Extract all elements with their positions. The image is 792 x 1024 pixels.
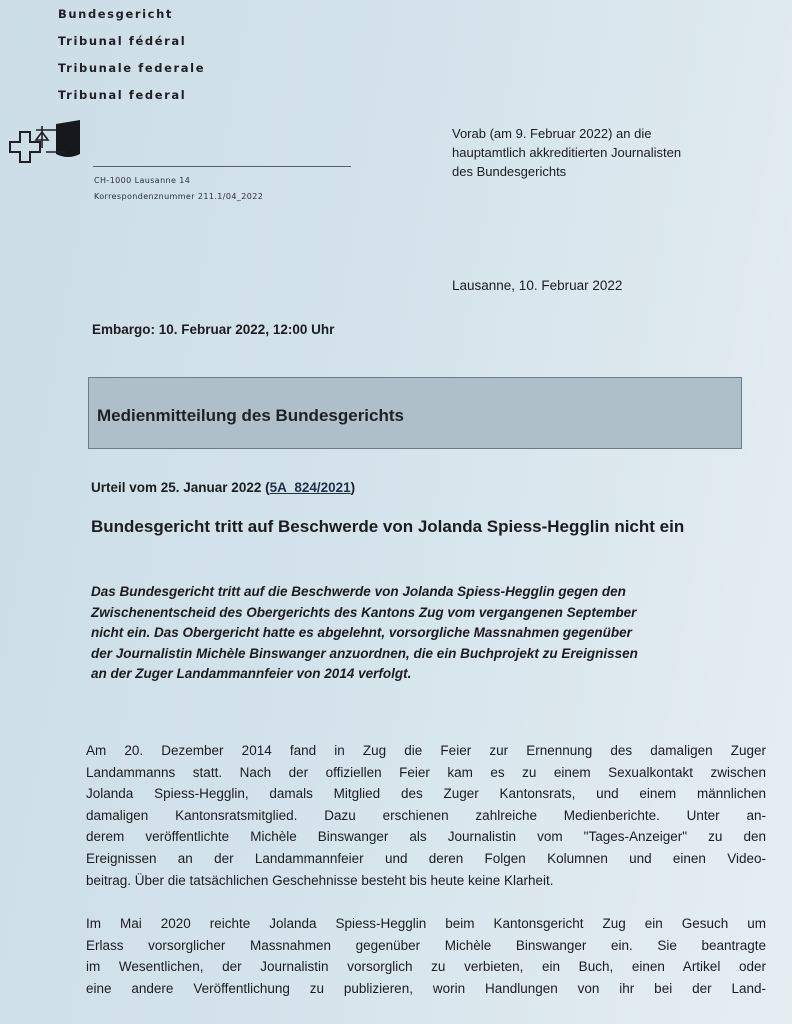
body-paragraph-1: [86, 740, 766, 891]
place-date: Lausanne, 10. Februar 2022: [452, 278, 623, 293]
paragraph-line: Am 20. Dezember 2014 fand in Zug die Feier zur Ernennung des damaligen Zuger: [86, 743, 766, 758]
paragraph-line: beitrag. Über die tatsächlichen Geschehnisse besteht bis heute keine Klarheit.: [86, 872, 554, 888]
paragraph-line: im Wesentlichen, der Journalistin vorsorglich zu verbieten, ein Buch, einen Artikel oder: [86, 959, 766, 975]
court-name-it: Tribunale federale: [58, 61, 206, 75]
media-release-box: [88, 377, 742, 449]
lead-line: an der Zuger Landammannfeier von 2014 verfolgt.: [91, 666, 412, 681]
body-paragraph-2: [86, 913, 766, 999]
ruling-prefix: Urteil vom 25. Januar 2022 (: [91, 480, 270, 495]
headline: Bundesgericht tritt auf Beschwerde von Jolanda Spiess-Hegglin nicht ein: [91, 517, 685, 536]
paragraph-line: damaligen Kantonsratsmitglied. Dazu erschienen zahlreiche Medienberichte. Unter an-: [86, 807, 766, 823]
correspondence-number: Korrespondenznummer 211.1/04_2022: [94, 192, 264, 201]
lead-line: Das Bundesgericht tritt auf die Beschwerde von Jolanda Spiess-Hegglin gegen den: [91, 584, 626, 599]
recipient-line-2: hauptamtlich akkreditierten Journalisten: [452, 145, 682, 160]
lead-line: nicht ein. Das Obergericht hatte es abgelehnt, vorsorgliche Massnahmen gegenüber: [91, 625, 632, 640]
paragraph-line: eine andere Veröffentlichung zu publizieren, worin Handlungen von ihr bei der Land-: [86, 980, 766, 996]
swiss-cross-scales-icon: [6, 118, 84, 178]
paragraph-line: Im Mai 2020 reichte Jolanda Spiess-Hegglin beim Kantonsgericht Zug ein Gesuch um: [86, 916, 766, 931]
court-name-rm: Tribunal federal: [58, 88, 187, 102]
lead-paragraph: [91, 582, 771, 685]
recipient-line-1: Vorab (am 9. Februar 2022) an die: [452, 126, 652, 141]
paragraph-line: Landammanns statt. Nach der offiziellen Feier kam es zu einem Sexualkontakt zwischen: [86, 764, 766, 780]
paragraph-line: Jolanda Spiess-Hegglin, damals Mitglied des Zuger Kantonsrats, und einem männlichen: [86, 786, 766, 802]
paragraph-line: derem veröffentlichte Michèle Binswanger als Journalistin vom "Tages-Anzeiger" zu den: [86, 829, 766, 845]
paragraph-line: Erlass vorsorglicher Massnahmen gegenüber Michèle Binswanger ein. Sie beantragte: [86, 937, 766, 953]
court-name-de: Bundesgericht: [58, 7, 173, 21]
embargo-notice: Embargo: 10. Februar 2022, 12:00 Uhr: [92, 322, 335, 337]
media-release-title: Medienmitteilung des Bundesgerichts: [97, 406, 404, 425]
postal-address: CH-1000 Lausanne 14: [94, 176, 191, 185]
recipient-line-3: des Bundesgerichts: [452, 164, 567, 179]
header-divider: [93, 166, 351, 167]
ruling-line: [91, 480, 355, 495]
lead-line: der Journalistin Michèle Binswanger anzuordnen, die ein Buchprojekt zu Ereignissen: [91, 645, 638, 661]
paragraph-line: Ereignissen an der Landammannfeier und deren Folgen Kolumnen und einen Video-: [86, 850, 766, 866]
ruling-suffix: ): [350, 480, 356, 495]
court-name-fr: Tribunal fédéral: [58, 34, 187, 48]
lead-line: Zwischenentscheid des Obergerichts des Kantons Zug vom vergangenen September: [91, 604, 637, 620]
ruling-reference-link[interactable]: 5A_824/2021: [269, 480, 351, 495]
